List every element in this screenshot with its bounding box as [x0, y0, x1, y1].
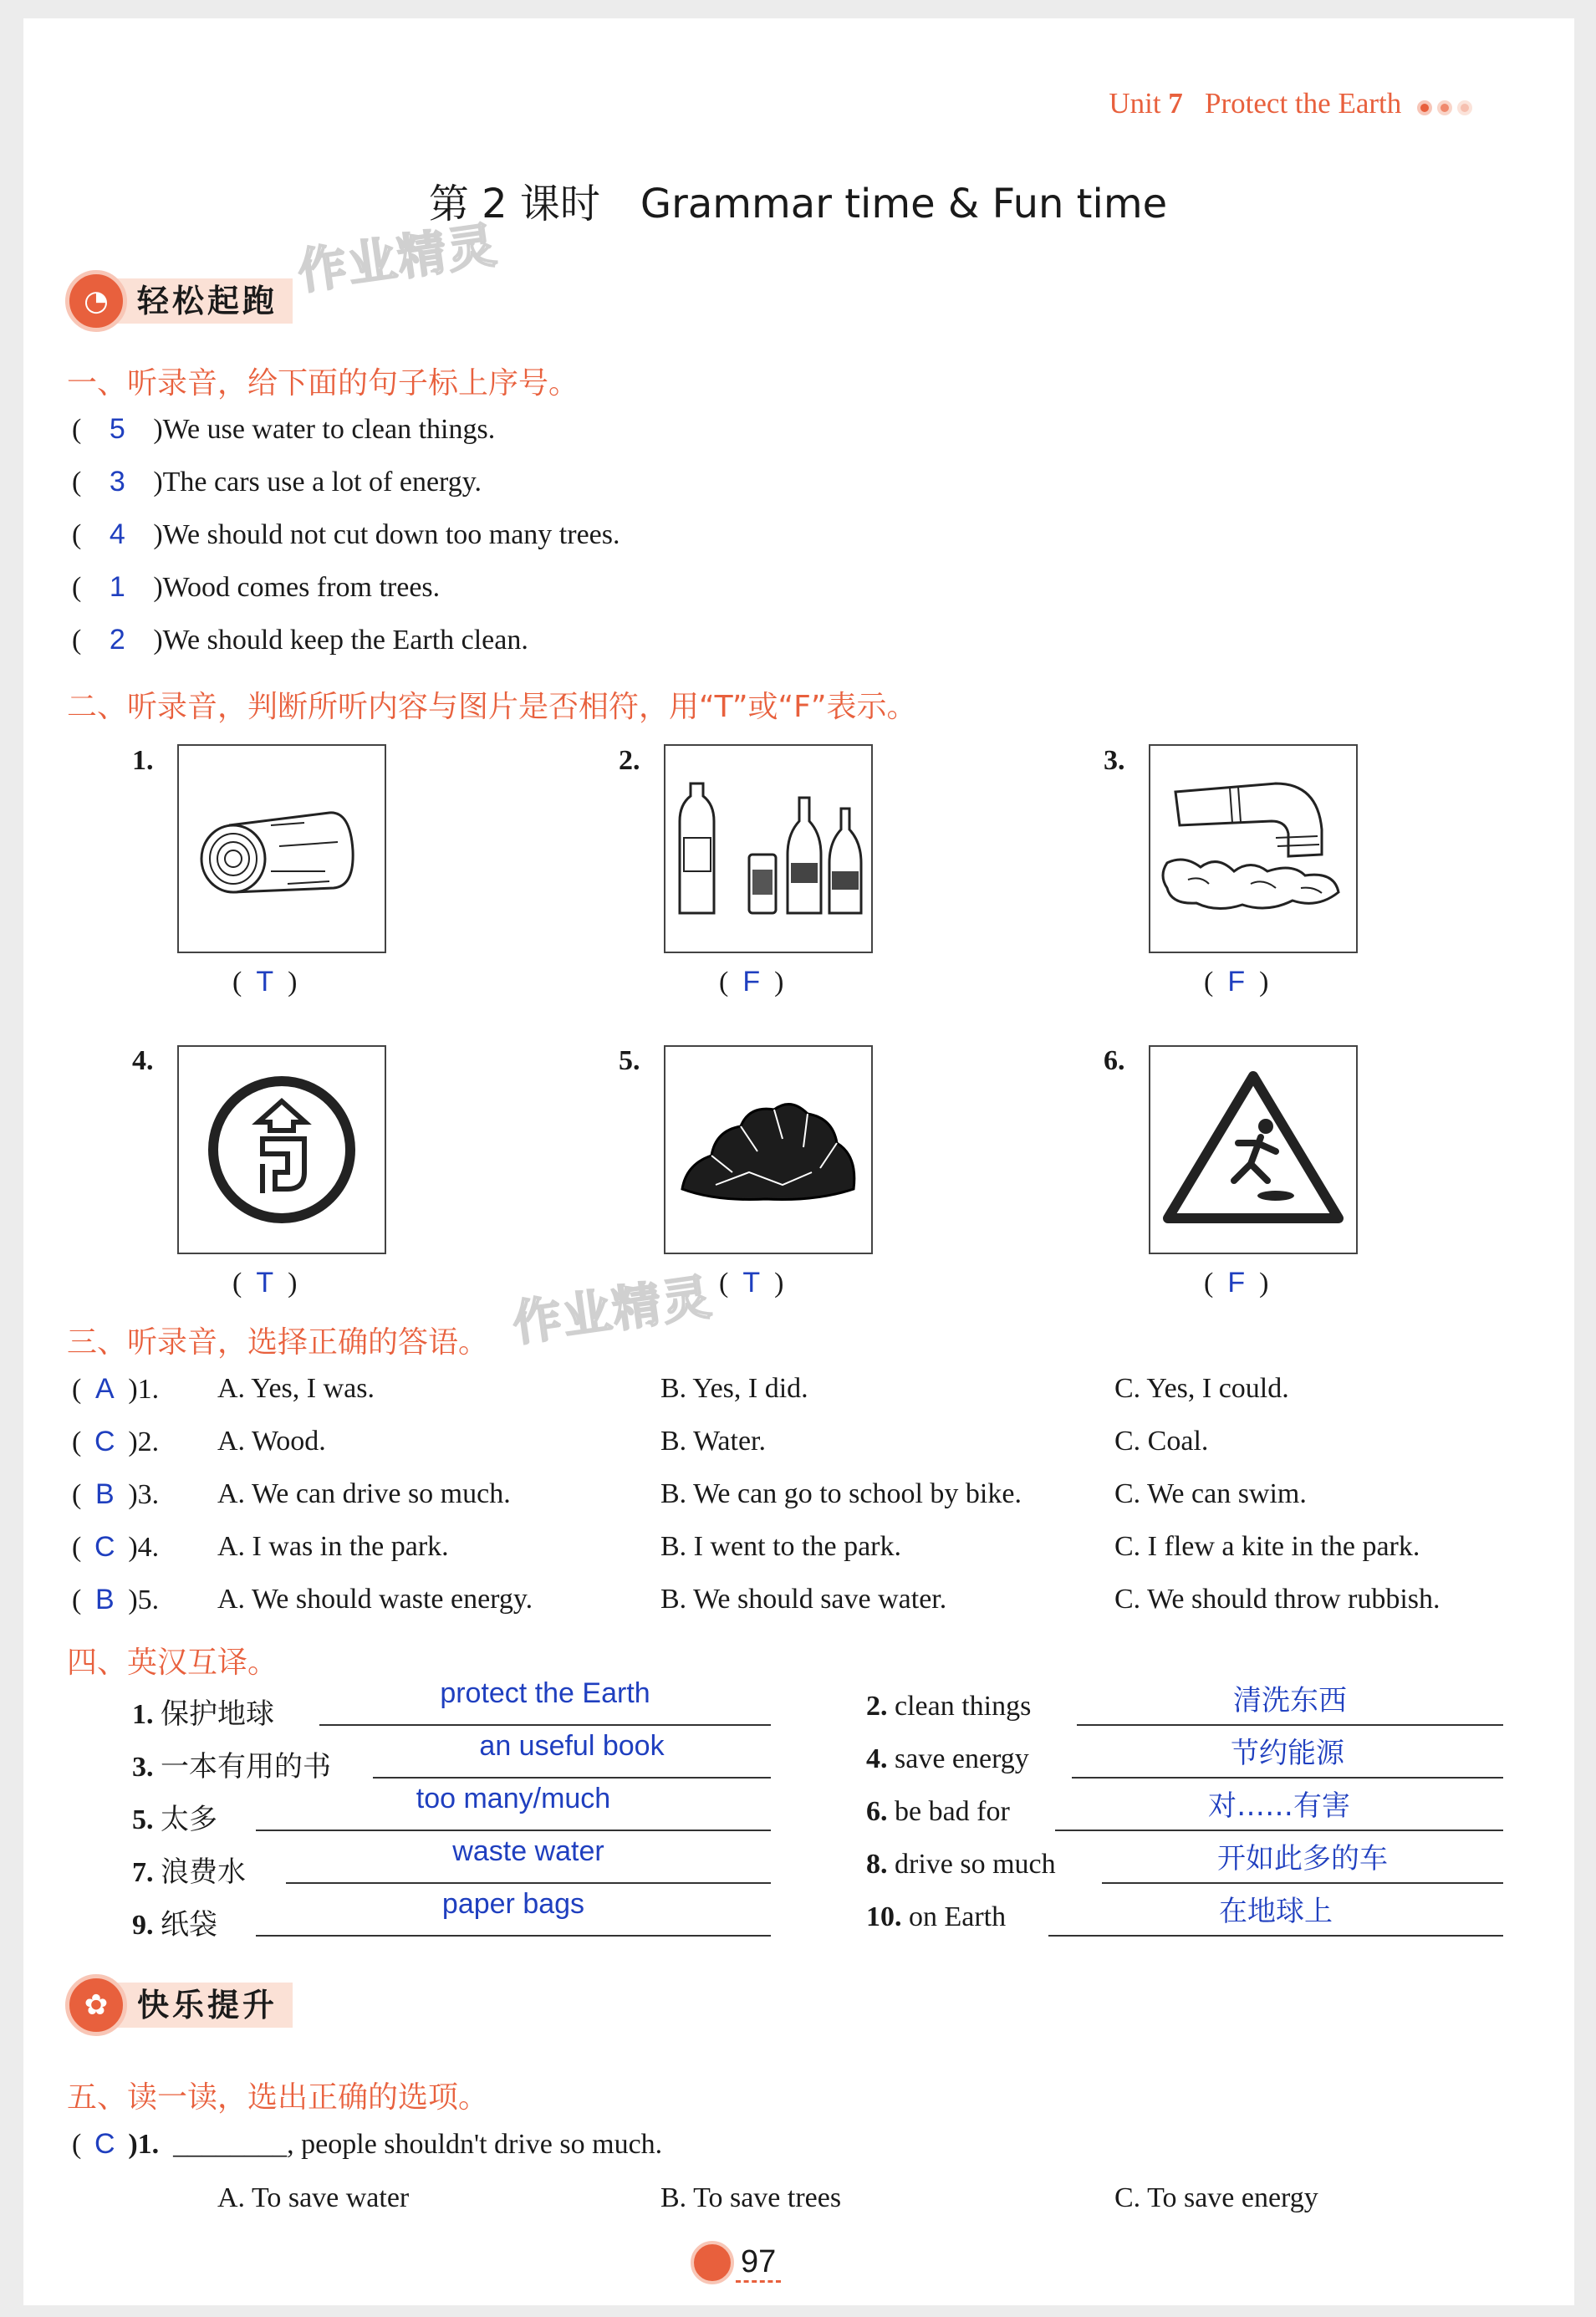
- prompt: drive so much: [895, 1849, 1056, 1880]
- option-b: B. To save trees: [660, 2182, 842, 2213]
- answer: 5: [109, 413, 125, 445]
- option-a: A. To save water: [217, 2182, 410, 2213]
- slippery-warning-icon: [1149, 1045, 1358, 1254]
- answer: waste water: [452, 1835, 604, 1867]
- section3-item: ( C )4.: [72, 1531, 160, 1563]
- answer-line: [319, 1677, 771, 1726]
- answer: 1: [109, 571, 125, 603]
- answer-line: [1077, 1684, 1503, 1726]
- badge-label: 快乐提升: [114, 1983, 293, 2028]
- answer: C: [94, 1531, 115, 1563]
- item-number: 10.: [866, 1901, 902, 1932]
- answer: T: [256, 966, 274, 998]
- section3-heading: 三、听录音，选择正确的答语。: [67, 1325, 489, 1360]
- option-b: B. Water.: [660, 1426, 767, 1457]
- watermark: 作业精灵: [294, 216, 502, 301]
- option-b: B. We should save water.: [660, 1584, 947, 1615]
- tf-answer: ( F ): [1204, 966, 1269, 998]
- progress-dots-icon: [1412, 89, 1472, 123]
- option-b: B. I went to the park.: [660, 1531, 901, 1562]
- option-c: C. I flew a kite in the park.: [1114, 1531, 1420, 1562]
- section1-item: ( 1 )Wood comes from trees.: [72, 571, 441, 603]
- section5-item: ( C )1. ________, people shouldn't drive so much.: [72, 2128, 663, 2160]
- answer: protect the Earth: [440, 1677, 650, 1709]
- section3-item: ( A )1.: [72, 1373, 160, 1405]
- option-b: B. Yes, I did.: [660, 1373, 808, 1404]
- answer: an useful book: [479, 1730, 665, 1762]
- item-text: , people shouldn't drive so much.: [287, 2129, 663, 2160]
- translation-item: [866, 1743, 1029, 1775]
- item-number: 3.: [132, 1752, 154, 1783]
- picture-number: 1.: [132, 745, 154, 776]
- recycle-sign-icon: [177, 1045, 386, 1254]
- prompt: clean things: [895, 1691, 1032, 1722]
- picture-number: 2.: [619, 745, 640, 776]
- tf-answer: ( T ): [232, 1267, 298, 1299]
- bottles-icon: [664, 744, 873, 953]
- answer: T: [256, 1267, 274, 1299]
- tf-answer: ( F ): [1204, 1267, 1269, 1299]
- prompt: 保护地球: [161, 1697, 274, 1731]
- unit-word: Unit: [1109, 87, 1161, 120]
- translation-item: [132, 1796, 217, 1837]
- answer: F: [742, 966, 761, 998]
- section2-heading: 二、听录音，判断所听内容与图片是否相符，用“T”或“F”表示。: [67, 690, 917, 724]
- translation-item: [132, 1743, 331, 1784]
- item-number: 7.: [132, 1857, 154, 1888]
- section4-heading: 四、英汉互译。: [67, 1646, 278, 1680]
- section3-item: ( B )3.: [72, 1478, 160, 1510]
- answer-line: [1102, 1842, 1503, 1884]
- item-text: )We should not cut down too many trees.: [153, 519, 620, 550]
- picture-number: 4.: [132, 1045, 154, 1076]
- answer-line: [1055, 1789, 1503, 1831]
- prompt: 浪费水: [161, 1855, 246, 1889]
- item-number: )3.: [128, 1479, 160, 1510]
- section1-item: ( 2 )We should keep the Earth clean.: [72, 624, 528, 656]
- translation-item: [866, 1796, 1010, 1828]
- coal-pile-icon: [664, 1045, 873, 1254]
- answer: T: [742, 1267, 761, 1299]
- option-a: A. We should waste energy.: [217, 1584, 533, 1615]
- option-c: C. To save energy: [1114, 2182, 1318, 2213]
- item-text: )We should keep the Earth clean.: [153, 625, 528, 656]
- answer: B: [94, 1478, 115, 1510]
- option-c: C. We should throw rubbish.: [1114, 1584, 1440, 1615]
- answer-line: [256, 1783, 771, 1831]
- prompt: save energy: [895, 1743, 1029, 1774]
- item-text: )Wood comes from trees.: [153, 572, 441, 603]
- answer: 在地球上: [1219, 1895, 1333, 1928]
- answer: 开如此多的车: [1217, 1842, 1388, 1876]
- cake-icon: ✿: [65, 1974, 127, 2036]
- picture-number: 5.: [619, 1045, 640, 1076]
- answer: C: [94, 1426, 115, 1457]
- section3-item: ( B )5.: [72, 1584, 160, 1615]
- mascot-icon: [691, 2241, 734, 2284]
- item-number: )4.: [128, 1532, 160, 1563]
- answer: 4: [109, 518, 125, 550]
- option-a: A. Yes, I was.: [217, 1373, 375, 1404]
- item-number: 8.: [866, 1849, 888, 1880]
- answer: 清洗东西: [1233, 1684, 1347, 1717]
- item-number: 2.: [866, 1691, 888, 1722]
- translation-item: [866, 1901, 1006, 1933]
- unit-topic: Protect the Earth: [1205, 87, 1402, 120]
- item-text: )The cars use a lot of energy.: [153, 467, 482, 498]
- answer: 节约能源: [1231, 1737, 1344, 1770]
- answer-line: [1072, 1737, 1503, 1779]
- answer-line: [286, 1835, 771, 1884]
- translation-item: [132, 1691, 274, 1732]
- answer: paper bags: [441, 1888, 585, 1920]
- item-number: )1.: [128, 2129, 160, 2160]
- prompt: 纸袋: [161, 1908, 217, 1942]
- option-b: B. We can go to school by bike.: [660, 1478, 1022, 1509]
- answer-line: [373, 1730, 771, 1779]
- translation-item: [866, 1691, 1031, 1722]
- page-number: 97: [736, 2244, 781, 2283]
- answer: 2: [109, 624, 125, 656]
- prompt: on Earth: [909, 1901, 1007, 1932]
- answer-line: [1048, 1895, 1503, 1937]
- answer: 对……有害: [1208, 1789, 1350, 1823]
- option-c: C. Yes, I could.: [1114, 1373, 1289, 1404]
- answer-line: [256, 1888, 771, 1937]
- prompt: 太多: [161, 1803, 217, 1836]
- tf-answer: ( F ): [719, 966, 784, 998]
- item-number: )5.: [128, 1585, 160, 1615]
- translation-item: [132, 1901, 217, 1942]
- section1-heading: 一、听录音，给下面的句子标上序号。: [67, 366, 579, 401]
- section5-heading: 五、读一读，选出正确的选项。: [67, 2080, 489, 2115]
- tf-answer: ( T ): [719, 1267, 784, 1299]
- watermark: 作业精灵: [509, 1268, 716, 1353]
- answer: 3: [109, 466, 125, 498]
- option-a: A. Wood.: [217, 1426, 326, 1457]
- item-number: 5.: [132, 1804, 154, 1835]
- option-c: C. Coal.: [1114, 1426, 1209, 1457]
- item-text: )We use water to clean things.: [153, 414, 496, 445]
- unit-number: 7: [1168, 87, 1183, 120]
- prompt: be bad for: [895, 1796, 1010, 1827]
- picture-number: 3.: [1104, 745, 1125, 776]
- section1-item: ( 5 )We use water to clean things.: [72, 413, 496, 445]
- leaking-pipe-icon: [1149, 744, 1358, 953]
- answer: F: [1227, 966, 1246, 998]
- answer: too many/much: [416, 1783, 611, 1814]
- item-number: 1.: [132, 1699, 154, 1730]
- clock-icon: ◔: [65, 270, 127, 332]
- option-c: C. We can swim.: [1114, 1478, 1307, 1509]
- log-icon: [177, 744, 386, 953]
- item-number: 4.: [866, 1743, 888, 1774]
- answer: F: [1227, 1267, 1246, 1299]
- answer: C: [94, 2128, 115, 2160]
- item-number: 9.: [132, 1910, 154, 1941]
- item-number: 6.: [866, 1796, 888, 1827]
- prompt: 一本有用的书: [161, 1750, 331, 1784]
- picture-number: 6.: [1104, 1045, 1125, 1076]
- section3-item: ( C )2.: [72, 1426, 160, 1457]
- option-a: A. We can drive so much.: [217, 1478, 511, 1509]
- page-title: 第 2 课时 Grammar time & Fun time: [428, 181, 1168, 227]
- unit-header: [1109, 87, 1472, 123]
- option-a: A. I was in the park.: [217, 1531, 449, 1562]
- item-number: )2.: [128, 1426, 160, 1457]
- answer: B: [94, 1584, 115, 1615]
- section1-item: ( 3 )The cars use a lot of energy.: [72, 466, 482, 498]
- section1-item: ( 4 )We should not cut down too many trees.: [72, 518, 620, 550]
- tf-answer: ( T ): [232, 966, 298, 998]
- item-number: )1.: [128, 1374, 160, 1405]
- answer: A: [94, 1373, 115, 1405]
- blank: ________: [173, 2129, 288, 2160]
- translation-item: [866, 1849, 1056, 1881]
- translation-item: [132, 1849, 246, 1890]
- badge-label: 轻松起跑: [114, 278, 293, 324]
